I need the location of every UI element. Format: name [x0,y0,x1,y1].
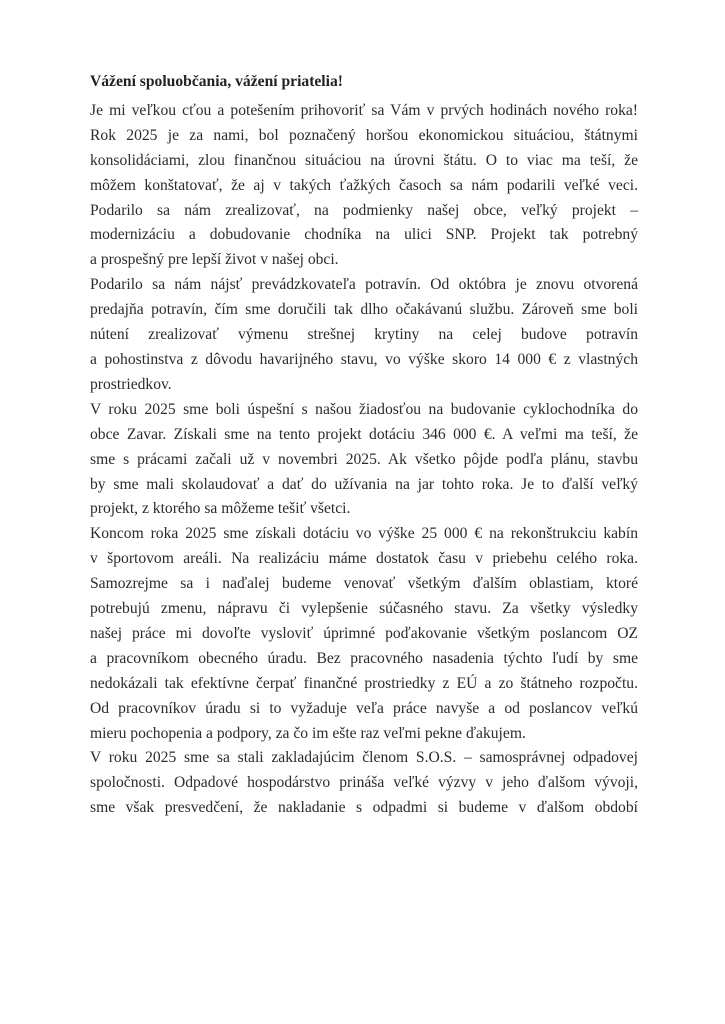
text-line: sme s prácami začali už v novembri 2025. Ak všetko pôjde podľa plánu, stavbu [90,450,638,468]
text-line: obce Zavar. Získali sme na tento projekt dotáciu 346 000 €. A veľmi ma teší, že [90,425,638,443]
text-line: V roku 2025 sme boli úspešní s našou žiadosťou na budovanie cyklochodníka do [90,400,638,418]
text-line: potrebujú zmenu, nápravu či vylepšenie súčasného stavu. Za všetky výsledky [90,600,638,618]
greeting-heading: Vážení spoluobčania, vážení priatelia! [90,73,343,90]
letter-body [90,70,638,821]
text-line: Podarilo sa nám nájsť prevádzkovateľa potravín. Od októbra je znovu otvorená [90,276,638,294]
text-line: Je mi veľkou cťou a potešením prihovoriť sa Vám v prvých hodinách nového roka! [90,101,638,119]
text-line: nútení zrealizovať výmenu strešnej krytiny na celej budove potravín [90,326,638,344]
text-line: prostriedkov. [90,375,172,393]
text-line: V roku 2025 sme sa stali zakladajúcim členom S.O.S. – samosprávnej odpadovej [90,749,638,767]
text-line: mieru pochopenia a podpory, za čo im ešte raz veľmi pekne ďakujem. [90,724,526,742]
text-line: a prospešný pre lepší život v našej obci. [90,251,339,269]
text-line: projekt, z ktorého sa môžeme tešiť všetci. [90,500,351,518]
text-line: sme však presvedčení, že nakladanie s odpadmi si budeme v ďalšom období [90,799,638,817]
text-line: spoločnosti. Odpadové hospodárstvo prináša veľké výzvy v jeho ďalšom vývoji, [90,774,638,792]
text-line: Od pracovníkov úradu si to vyžaduje veľa práce navyše a od poslancov veľkú [90,699,638,717]
text-line: konsolidáciami, zlou finančnou situáciou na úrovni štátu. O to viac ma teší, že [90,151,638,169]
text-line: môžem konštatovať, že aj v takých ťažkých časoch sa nám podarili veľké veci. [90,176,638,194]
paragraph-sports-area [90,522,638,746]
text-line: a pohostinstva z dôvodu havarijného stavu, vo výške skoro 14 000 € z vlastných [90,350,638,368]
text-line: Koncom roka 2025 sme získali dotáciu vo výške 25 000 € na rekonštrukciu kabín [90,525,638,543]
text-line: nedokázali tak efektívne čerpať finančné prostriedky z EÚ a zo štátneho rozpočtu. [90,674,638,692]
text-line: by sme mali skolaudovať a dať do užívania na jar tohto roka. Je to ďalší veľký [90,475,638,493]
paragraph-waste [90,746,638,821]
text-line: našej práce mi dovoľte vysloviť úprimné poďakovanie všetkým poslancom OZ [90,624,638,642]
text-line: Rok 2025 je za nami, bol poznačený horšou ekonomickou situáciou, štátnymi [90,126,638,144]
text-line: modernizáciu a dobudovanie chodníka na ulici SNP. Projekt tak potrebný [90,226,638,244]
text-line: Samozrejme sa i naďalej budeme venovať všetkým ďalším oblastiam, ktoré [90,575,638,593]
text-line: v športovom areáli. Na realizáciu máme dostatok času v priebehu celého roka. [90,550,638,568]
text-line: Podarilo sa nám zrealizovať, na podmienky našej obce, veľký projekt – [90,201,638,219]
paragraph-intro [90,99,638,273]
paragraph-cycle-path [90,398,638,523]
paragraph-grocery [90,273,638,398]
text-line: predajňa potravín, čím sme doručili tak dlho očakávanú službu. Zároveň sme boli [90,301,638,319]
text-line: a pracovníkom obecného úradu. Bez pracovného nasadenia týchto ľudí by sme [90,649,638,667]
